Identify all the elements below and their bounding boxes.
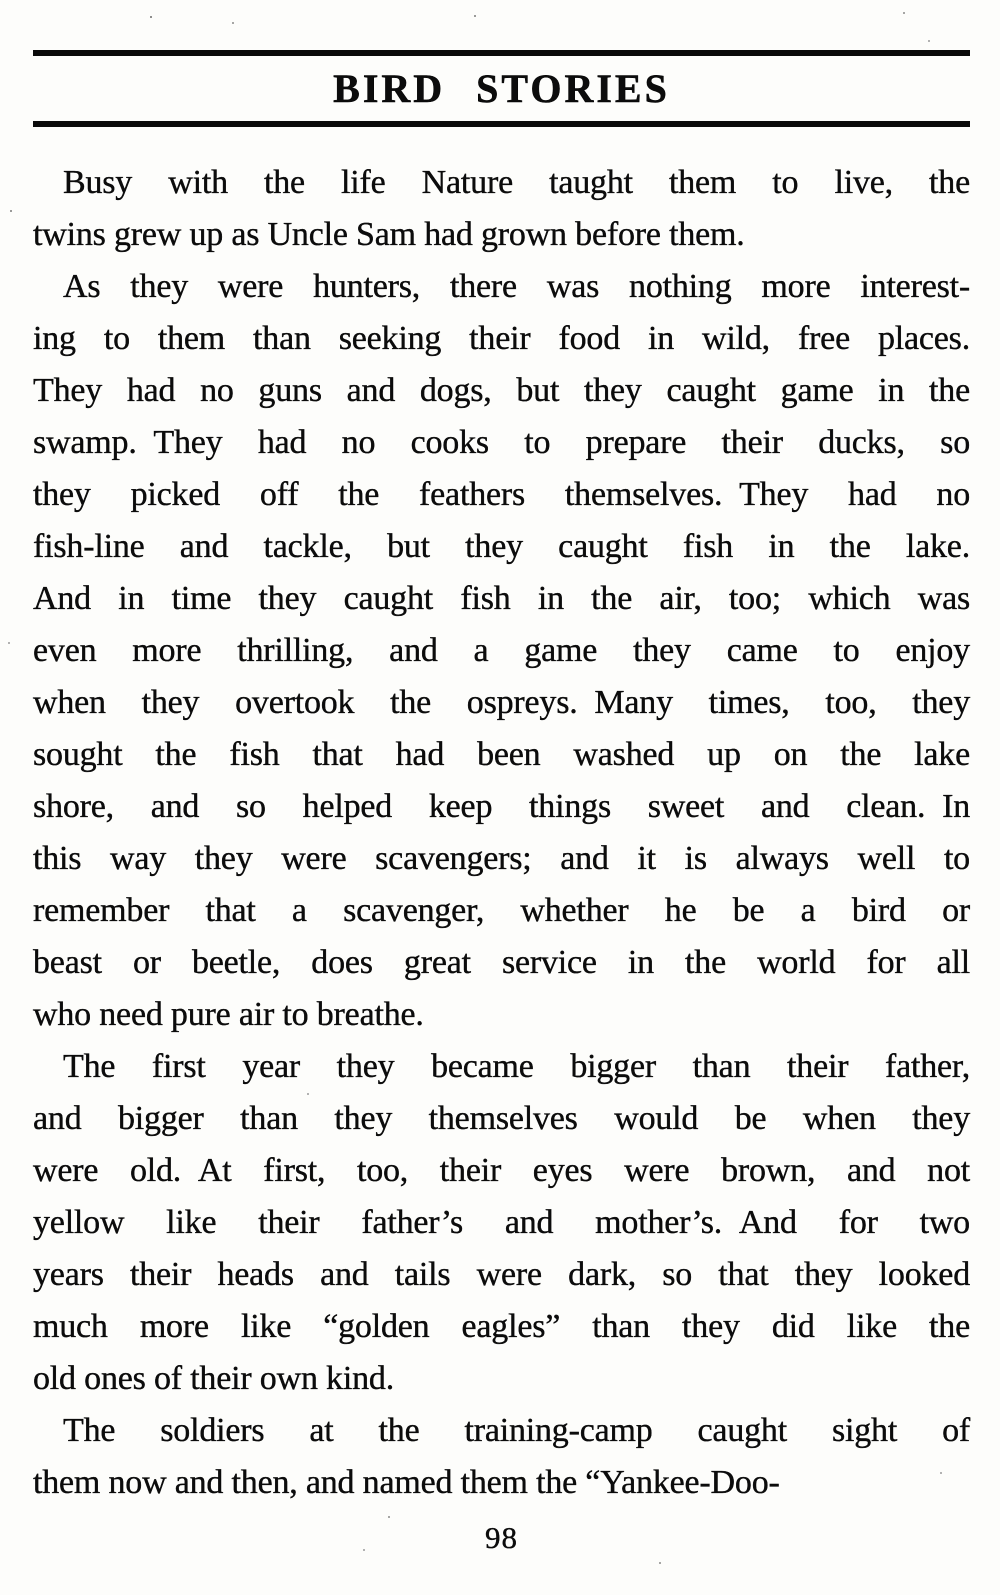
body-text: [33, 157, 970, 1509]
text-line: beast or beetle, does great service in the world for all: [33, 944, 970, 981]
text-line: when they overtook the ospreys. Many times, too, they: [33, 684, 970, 721]
text-line: ing to them than seeking their food in wild, free places.: [33, 320, 970, 357]
text-line: remember that a scavenger, whether he be a bird or: [33, 892, 970, 929]
header-rule-bottom: [33, 121, 970, 127]
text-line: much more like “golden eagles” than they did like the: [33, 1308, 970, 1345]
text-line: years their heads and tails were dark, so that they looked: [33, 1256, 970, 1293]
text-line: were old. At first, too, their eyes were brown, and not: [33, 1152, 970, 1189]
page-number: 98: [485, 1520, 518, 1555]
text-line: old ones of their own kind.: [33, 1360, 394, 1397]
text-line: who need pure air to breathe.: [33, 996, 424, 1033]
text-line: fish-line and tackle, but they caught fish in the lake.: [33, 528, 970, 565]
text-line: They had no guns and dogs, but they caught game in the: [33, 372, 970, 409]
text-line: yellow like their father’s and mother’s. And for two: [33, 1204, 970, 1241]
text-line: sought the fish that had been washed up on the lake: [33, 736, 970, 773]
text-line: As they were hunters, there was nothing more interest-: [63, 268, 970, 305]
text-line: them now and then, and named them the “Yankee-Doo-: [33, 1464, 780, 1501]
text-line: they picked off the feathers themselves. They had no: [33, 476, 970, 513]
text-line: shore, and so helped keep things sweet and clean. In: [33, 788, 970, 825]
text-line: and bigger than they themselves would be when they: [33, 1100, 970, 1137]
text-line: The first year they became bigger than their father,: [63, 1048, 970, 1085]
text-line: even more thrilling, and a game they came to enjoy: [33, 632, 970, 669]
text-line: twins grew up as Uncle Sam had grown before them.: [33, 216, 745, 253]
text-line: swamp. They had no cooks to prepare their ducks, so: [33, 424, 970, 461]
page-title: BIRD STORIES: [333, 66, 670, 111]
text-line: this way they were scavengers; and it is always well to: [33, 840, 970, 877]
scan-specks: [0, 0, 2, 2]
text-line: The soldiers at the training-camp caught sight of: [63, 1412, 970, 1449]
text-line: And in time they caught fish in the air, too; which was: [33, 580, 970, 617]
text-line: Busy with the life Nature taught them to live, the: [63, 164, 970, 201]
